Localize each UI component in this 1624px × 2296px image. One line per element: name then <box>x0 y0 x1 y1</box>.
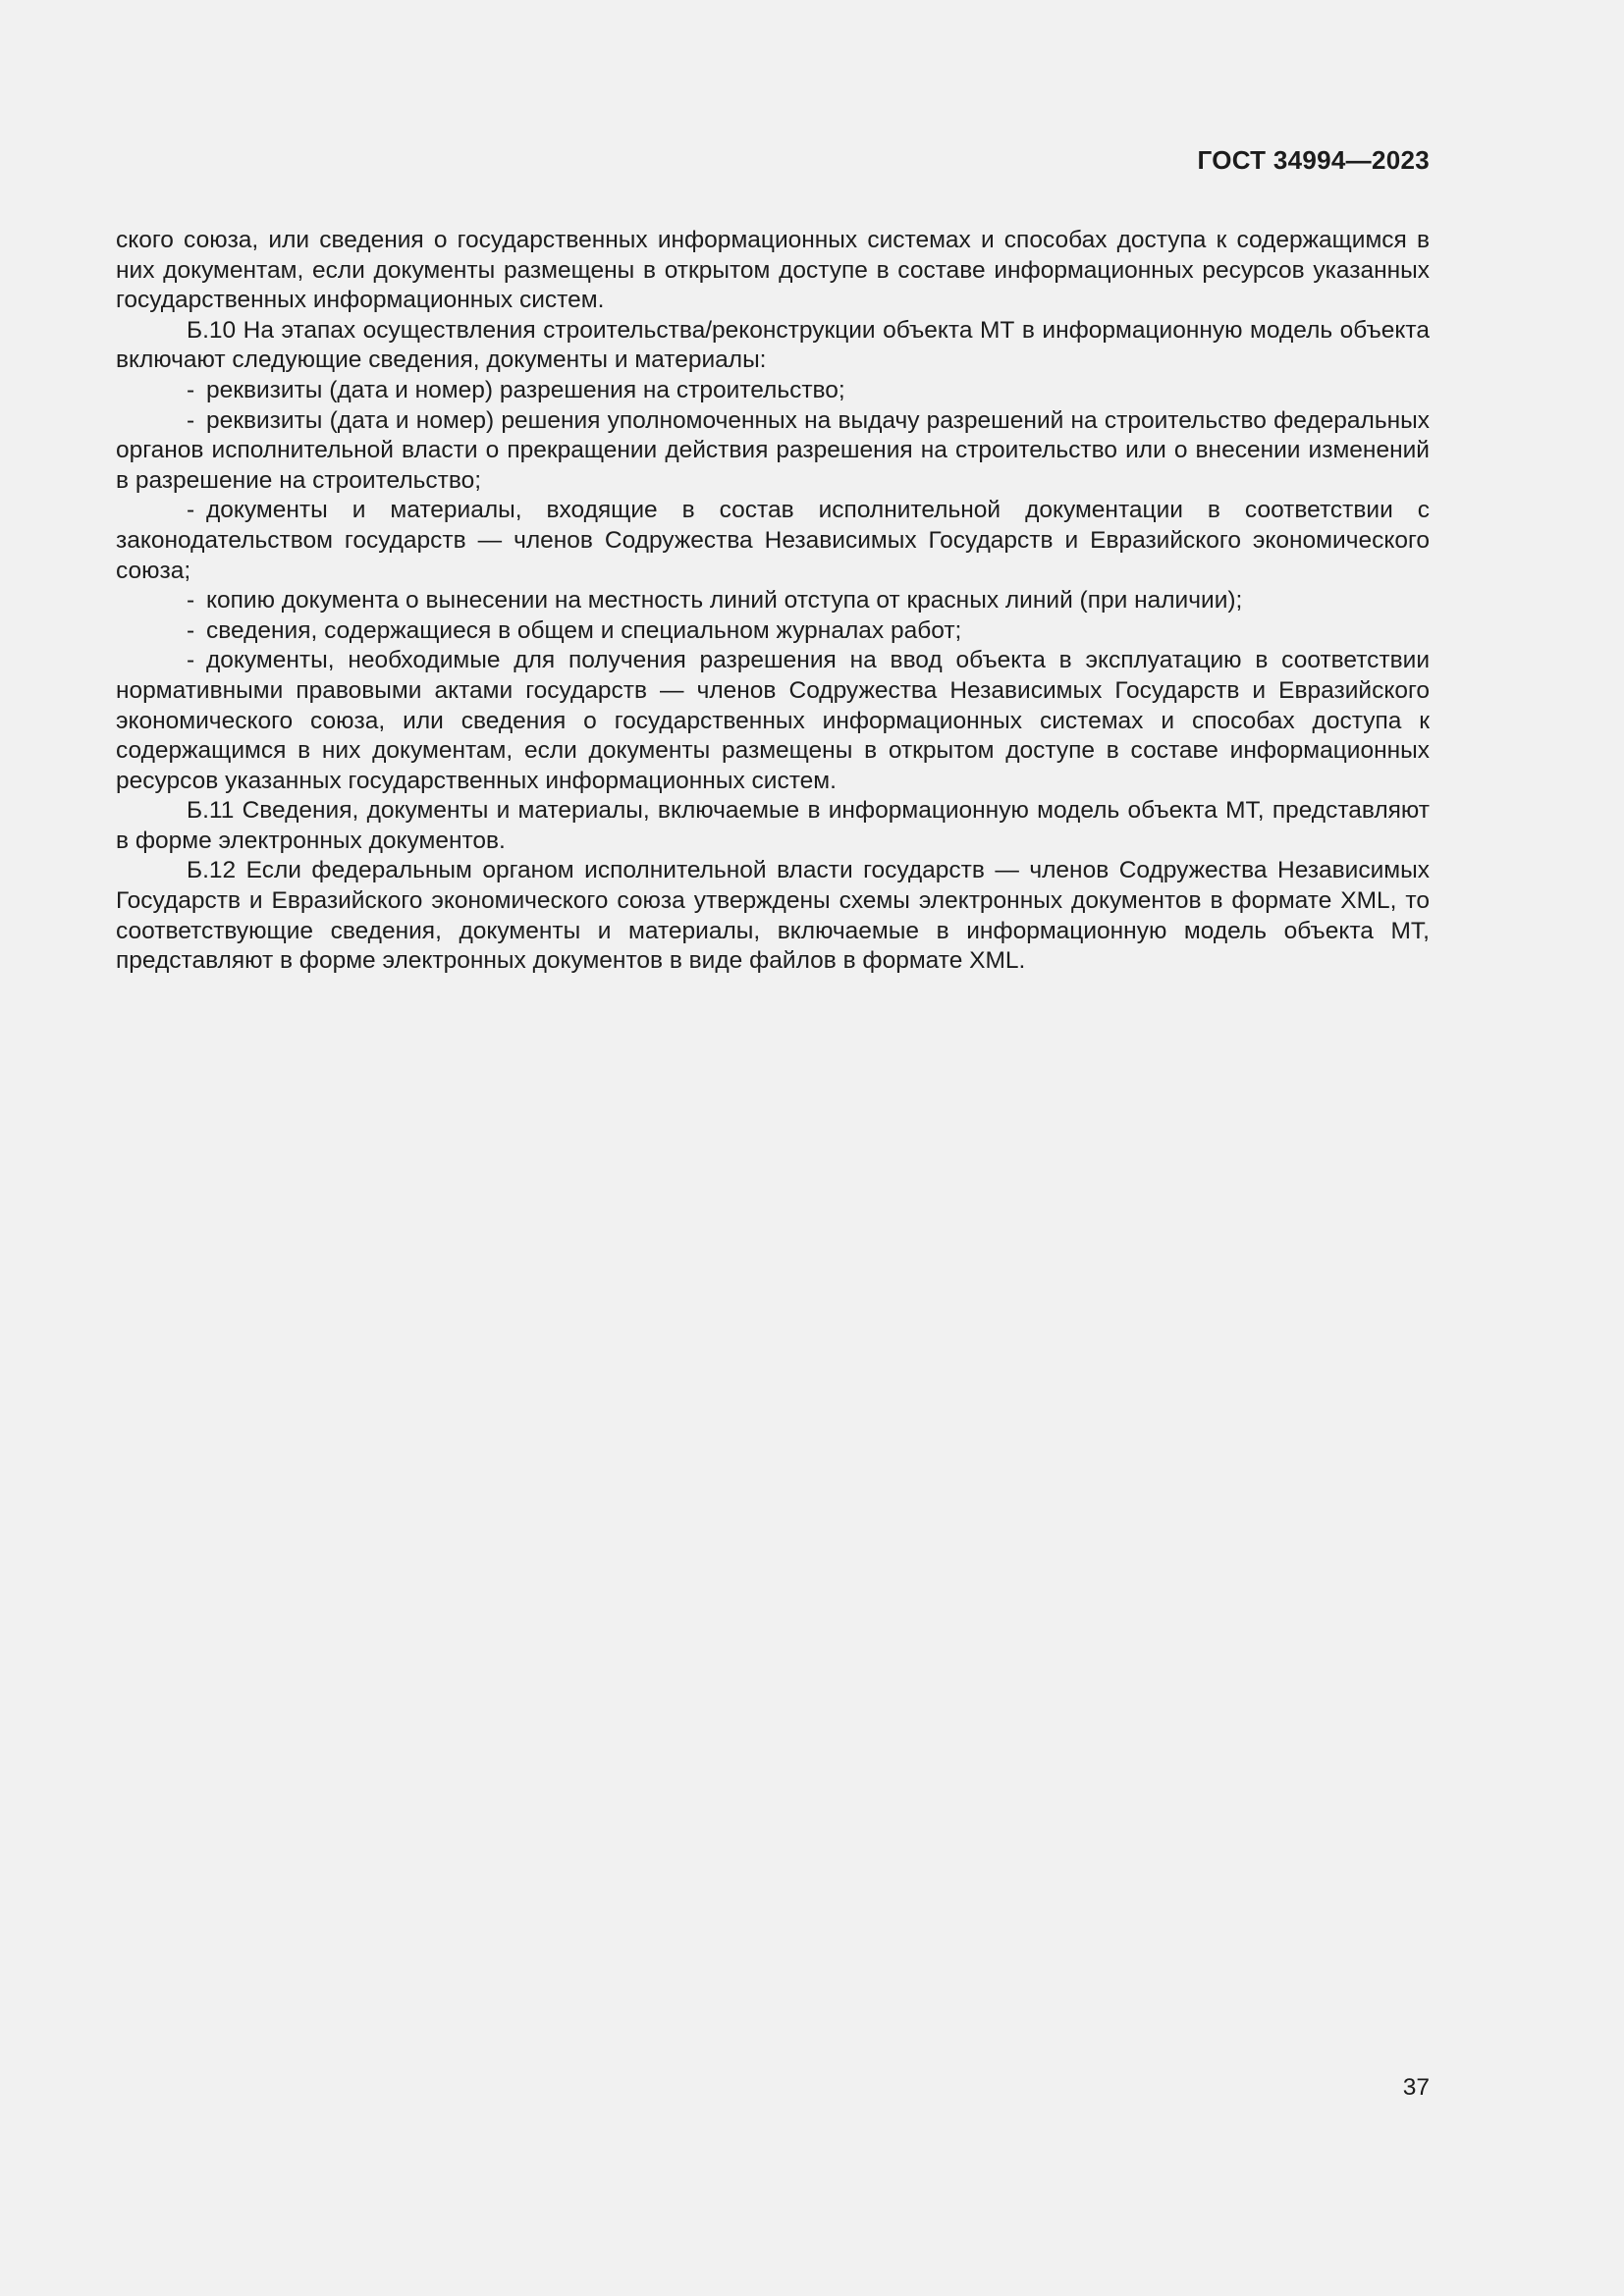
dash-marker: - <box>187 647 195 674</box>
list-item <box>116 376 1430 406</box>
document-code-header: ГОСТ 34994—2023 <box>1197 145 1430 175</box>
list-item <box>116 406 1430 497</box>
list-item-text: реквизиты (дата и номер) решения уполномоченных на выдачу разрешений на строительство федеральных органов исполнительной власти о прекращении действия разрешения на строительство или о внесении изменений в разрешение на строительство; <box>116 406 1430 494</box>
dash-marker: - <box>187 616 195 644</box>
dash-marker: - <box>187 406 195 434</box>
list-item-text: сведения, содержащиеся в общем и специальном журналах работ; <box>206 616 962 644</box>
dash-marker: - <box>187 376 195 403</box>
paragraph-continuation: ского союза, или сведения о государственных информационных системах и способах доступа к содержащимся в них документам, если документы размещены в открытом доступе в составе информационных ресурсов указанных государственных информационных систем. <box>116 227 1430 314</box>
list-item-text: документы, необходимые для получения разрешения на ввод объекта в эксплуатацию в соответствии нормативными правовыми актами государств — членов Содружества Независимых Государств и Евразийского экономического союза, или сведения о государственных информационных системах и способах доступа к содержащимся в них документам, если документы размещены в открытом доступе в составе информационных ресурсов указанных государственных информационных систем. <box>116 647 1430 794</box>
dash-marker: - <box>187 587 195 614</box>
page-number: 37 <box>1402 2074 1430 2101</box>
document-body <box>116 226 1430 977</box>
paragraph-b12: Б.12 Если федеральным органом исполнительной власти государств — членов Содружества Независимых Государств и Евразийского экономического союза утверждены схемы электронных документов в формате XML, то соответствующие сведения, документы и материалы, включаемые в информационную модель объекта МТ, представляют в форме электронных документов в виде файлов в формате XML. <box>116 857 1430 975</box>
list-item-text: реквизиты (дата и номер) разрешения на строительство; <box>206 376 845 403</box>
paragraph-b11: Б.11 Сведения, документы и материалы, включаемые в информационную модель объекта МТ, представляют в форме электронных документов. <box>116 797 1430 854</box>
list-item <box>116 496 1430 586</box>
list-item-text: копию документа о вынесении на местность линий отступа от красных линий (при наличии); <box>206 587 1243 614</box>
list-item <box>116 586 1430 616</box>
list-item <box>116 616 1430 647</box>
list-item <box>116 646 1430 796</box>
list-item-text: документы и материалы, входящие в состав исполнительной документации в соответствии с законодательством государств — членов Содружества Независимых Государств и Евразийского экономического союза; <box>116 497 1430 584</box>
paragraph-b10: Б.10 На этапах осуществления строительства/реконструкции объекта МТ в информационную модель объекта включают следующие сведения, документы и материалы: <box>116 316 1430 374</box>
dash-marker: - <box>187 497 195 524</box>
